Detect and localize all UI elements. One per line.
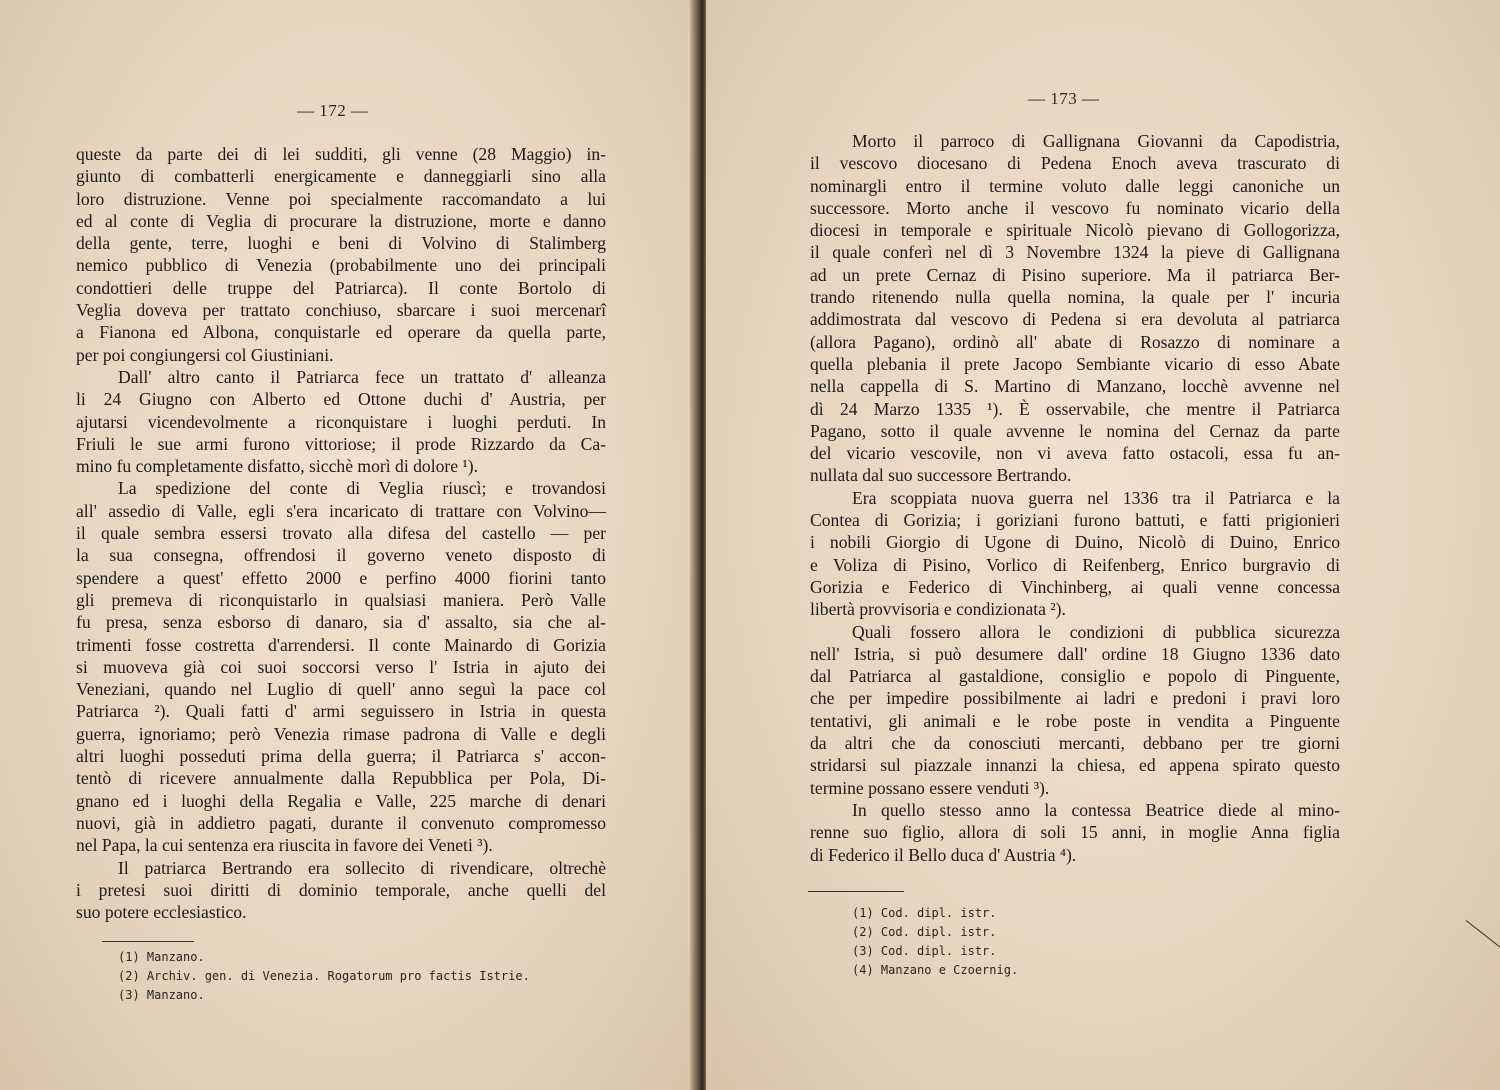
left-page-body — [76, 143, 606, 923]
text-line: Veglia doveva per trattato conchiuso, sbarcare i suoi mercenarî — [76, 300, 606, 321]
text-line: tentò di ricevere annualmente dalla Repubblica per Pola, Di- — [76, 768, 606, 789]
text-line: La spedizione del conte di Veglia riuscì; e trovandosi — [118, 478, 606, 499]
text-line: dal Patriarca al gastaldione, consiglio e popolo di Pinguente, — [810, 666, 1340, 687]
text-line: diocesi in temporale e spirituale Nicolò pievano di Gollogorizza, — [810, 220, 1340, 241]
footnote: (2) Cod. dipl. istr. — [852, 925, 997, 939]
text-line: li 24 Giugno con Alberto ed Ottone duchi d' Austria, per — [76, 389, 606, 410]
text-line: all' assedio di Valle, egli s'era incaricato di trattare con Volvino— — [76, 500, 606, 521]
text-line: altri luoghi posseduti prima della guerra; il Patriarca s' accon- — [76, 746, 606, 767]
text-line: (allora Pagano), ordinò all' abate di Rosazzo di nominare a — [810, 331, 1340, 352]
text-line: queste da parte dei di lei sudditi, gli venne (28 Maggio) in- — [76, 144, 606, 164]
text-line: ed al conte di Veglia di procurare la distruzione, morte e danno — [76, 210, 606, 231]
text-line: Quali fossero allora le condizioni di pubblica sicurezza — [852, 621, 1340, 642]
text-line: Patriarca ²). Quali fatti d' armi seguissero in Istria in questa — [76, 701, 606, 722]
text-line: In quello stesso anno la contessa Beatrice diede al mino- — [852, 799, 1340, 820]
text-line: che per impedire possibilmente ai ladri e predoni i pravi loro — [810, 688, 1340, 709]
text-line: la sua consegna, offrendosi il governo veneto disposto di — [76, 545, 606, 566]
text-line: Il patriarca Bertrando era sollecito di rivendicare, oltrechè — [118, 857, 606, 878]
text-line: mino fu completamente disfatto, sicchè morì di dolore ¹). — [76, 456, 479, 477]
text-line: suo potere ecclesiastico. — [76, 902, 247, 923]
text-line: Veneziani, quando nel Luglio di quell' anno seguì la pace col — [76, 679, 606, 700]
text-line: gnano ed i luoghi della Regalia e Valle, 225 marche di denari — [76, 790, 606, 811]
text-line: tentativi, gli animali e le robe poste in vendita a Pinguente — [810, 710, 1340, 731]
text-line: nuovi, già in addietro pagati, durante il convenuto compromesso — [76, 812, 606, 833]
text-line: spendere a quest' effetto 2000 e perfino 4000 fiorini tanto — [76, 567, 606, 588]
text-line: da altri che da conosciuti mercanti, debbano per tre giorni — [810, 733, 1340, 754]
text-line: libertà provvisoria e condizionata ²). — [810, 599, 1066, 620]
text-line: i pretesi suoi diritti di dominio temporale, anche quelli del — [76, 879, 606, 900]
text-line: giunto di combatterli energicamente e danneggiarli sino alla — [76, 166, 606, 187]
text-line: Era scoppiata nuova guerra nel 1336 tra il Patriarca e la — [852, 487, 1340, 508]
text-line: Morto il parroco di Gallignana Giovanni da Capodistria, — [852, 131, 1340, 151]
right-page — [706, 0, 1500, 1090]
footnote: (1) Manzano. — [118, 950, 205, 964]
text-line: il vescovo diocesano di Pedena Enoch aveva trascurato di — [810, 153, 1340, 174]
text-line: nullata dal suo successore Bertrando. — [810, 465, 1072, 486]
text-line: condottieri delle truppe del Patriarca). Il conte Bortolo di — [76, 277, 606, 298]
text-line: nell' Istria, si può desumere dall' ordine 18 Giugno 1336 dato — [810, 643, 1340, 664]
text-line: stridarsi sul piazzale innanzi la chiesa, ed appena spirato questo — [810, 755, 1340, 776]
text-line: della gente, terre, luoghi e beni di Volvino di Stalimberg — [76, 233, 606, 254]
text-line: ad un prete Cernaz di Pisino superiore. Ma il patriarca Ber- — [810, 264, 1340, 285]
text-line: trando ritenendo nulla quella nomina, la quale per l' incuria — [810, 287, 1340, 308]
right-page-body — [810, 130, 1340, 866]
text-line: Contea di Gorizia; i goriziani furono battuti, e fatti prigionieri — [810, 510, 1340, 531]
footnote: (2) Archiv. gen. di Venezia. Rogatorum pro factis Istrie. — [118, 969, 530, 983]
text-line: renne suo figlio, allora di soli 15 anni, in moglie Anna figlia — [810, 822, 1340, 843]
text-line: guerra, ignoriamo; però Venezia rimase padrona di Valle e degli — [76, 723, 606, 744]
text-line: a Fianona ed Albona, conquistarle ed operare da quella parte, — [76, 322, 606, 343]
text-line: dì 24 Marzo 1335 ¹). È osservabile, che mentre il Patriarca — [810, 398, 1340, 419]
footnote: (4) Manzano e Czoernig. — [852, 963, 1019, 977]
text-line: successore. Morto anche il vescovo fu nominato vicario della — [810, 197, 1340, 218]
text-line: addimostrata dal vescovo di Pedena si era devoluta al patriarca — [810, 309, 1340, 330]
footnote: (3) Cod. dipl. istr. — [852, 944, 997, 958]
page-number-left: — 172 — — [297, 101, 369, 120]
text-line: nemico pubblico di Venezia (probabilmente uno dei principali — [76, 255, 606, 276]
text-line: il quale sembra essersi trovato alla difesa del castello — per — [76, 523, 606, 544]
footnote-divider-left — [102, 941, 194, 942]
text-line: trimenti fosse costretta d'arrendersi. Il conte Mainardo di Gorizia — [76, 634, 606, 655]
right-page-footnotes — [852, 904, 1018, 980]
text-line: termine possano essere venduti ³). — [810, 777, 1050, 798]
text-line: nominargli entro il termine voluto dalle leggi canoniche un — [810, 175, 1340, 196]
text-line: gli premeva di riconquistarlo in qualsiasi maniera. Però Valle — [76, 589, 606, 610]
footnote: (3) Manzano. — [118, 988, 205, 1002]
footnote-divider-right — [808, 891, 904, 892]
text-line: i nobili Giorgio di Ugone di Duino, Nicolò di Duino, Enrico — [810, 532, 1340, 553]
text-line: ajutarsi vicendevolmente a riconquistare i luoghi perduti. In — [76, 411, 606, 432]
text-line: nella cappella di S. Martino di Manzano, locchè avvenne nel — [810, 376, 1340, 397]
left-page-footnotes — [118, 948, 530, 1005]
text-line: quella plebania il prete Jacopo Sembiante vicario di esso Abate — [810, 353, 1340, 374]
text-line: Friuli le sue armi furono vittoriose; il prode Rizzardo da Ca- — [76, 433, 606, 454]
text-line: fu presa, senza esborso di danaro, sia d' assalto, sia che al- — [76, 612, 606, 633]
text-line: si muoveva già coi suoi soccorsi verso l' Istria in ajuto dei — [76, 656, 606, 677]
text-line: Dall' altro canto il Patriarca fece un trattato d' alleanza — [118, 366, 606, 387]
footnote: (1) Cod. dipl. istr. — [852, 906, 997, 920]
text-line: del vicario vescovile, non vi aveva fatto ostacoli, essa fu an- — [810, 443, 1340, 464]
text-line: il quale conferì nel dì 3 Novembre 1324 la pieve di Gallignana — [810, 242, 1340, 263]
text-line: Gorizia e Federico di Vinchinberg, ai quali venne concessa — [810, 576, 1340, 597]
text-line: per poi congiungersi col Giustiniani. — [76, 344, 334, 365]
text-line: Pagano, sotto il quale avvenne le nomina del Cernaz da parte — [810, 420, 1340, 441]
text-line: e Voliza di Pisino, Vorlico di Reifenberg, Enrico burgravio di — [810, 554, 1340, 575]
page-number-right: — 173 — — [1028, 89, 1100, 108]
text-line: nel Papa, la cui sentenza era riuscita in favore dei Veneti ³). — [76, 835, 493, 856]
left-page — [0, 0, 698, 1090]
pencil-mark — [1466, 920, 1500, 950]
text-line: di Federico il Bello duca d' Austria ⁴). — [810, 844, 1077, 865]
text-line: loro distruzione. Venne poi specialmente raccomandato a lui — [76, 188, 606, 209]
